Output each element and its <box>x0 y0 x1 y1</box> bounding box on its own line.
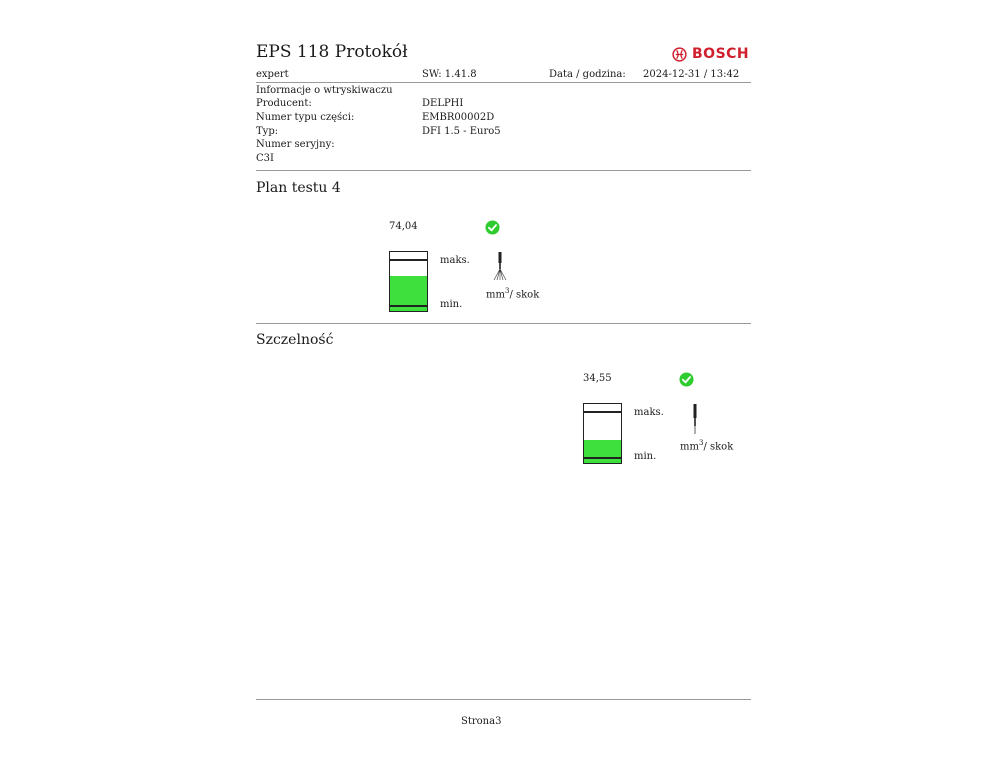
test-plan-title: Plan testu 4 <box>256 180 341 196</box>
gauge-max-line <box>584 411 621 413</box>
bosch-logo <box>672 46 749 62</box>
type-label: Typ: <box>256 126 279 137</box>
gauge-min-label: min. <box>634 451 657 462</box>
unit-suffix: / skok <box>509 289 540 301</box>
check-ok-icon <box>679 372 694 387</box>
datetime-label: Data / godzina: <box>549 69 626 80</box>
gauge-max-label: maks. <box>634 407 664 418</box>
unit-exponent: 3 <box>504 287 510 295</box>
page-number: Strona3 <box>461 716 502 727</box>
leak-test-value: 34,55 <box>583 373 612 384</box>
injector-info-heading: Informacje o wtryskiwaczu <box>256 85 393 96</box>
gauge-max-line <box>390 259 427 261</box>
test-plan-gauge <box>389 251 428 312</box>
leak-test-title: Szczelność <box>256 332 334 348</box>
check-ok-icon <box>485 220 500 235</box>
part-type-label: Numer typu części: <box>256 112 355 123</box>
brand-name: BOSCH <box>692 46 750 62</box>
gauge-max-label: maks. <box>440 255 470 266</box>
gauge-min-line <box>584 457 621 459</box>
leak-test-gauge <box>583 403 622 464</box>
type-value: DFI 1.5 - Euro5 <box>422 126 501 137</box>
leak-test-unit <box>680 439 733 452</box>
injector-icon <box>687 404 703 434</box>
test-plan-divider <box>256 323 751 324</box>
unit-exponent: 3 <box>698 439 704 447</box>
leak-test-gauge-fill <box>584 440 621 463</box>
spray-injector-icon <box>492 252 508 282</box>
producer-value: DELPHI <box>422 98 464 109</box>
page-title: EPS 118 Protokół <box>256 42 408 62</box>
producer-label: Producent: <box>256 98 312 109</box>
software-version: SW: 1.41.8 <box>422 69 477 80</box>
part-type-value: EMBR00002D <box>422 112 495 123</box>
mode-label: expert <box>256 69 289 80</box>
gauge-min-line <box>390 305 427 307</box>
test-plan-unit <box>486 287 539 300</box>
header-divider <box>256 82 751 83</box>
footer-divider <box>256 699 751 700</box>
unit-suffix: / skok <box>703 441 734 453</box>
test-plan-value: 74,04 <box>389 221 418 232</box>
unit-base: mm <box>680 441 699 453</box>
serial-label: Numer seryjny: <box>256 139 335 150</box>
datetime-value: 2024-12-31 / 13:42 <box>643 69 740 80</box>
unit-base: mm <box>486 289 505 301</box>
gauge-min-label: min. <box>440 299 463 310</box>
bosch-armature-icon <box>672 47 687 62</box>
info-divider <box>256 170 751 171</box>
serial-value: C3I <box>256 153 274 164</box>
